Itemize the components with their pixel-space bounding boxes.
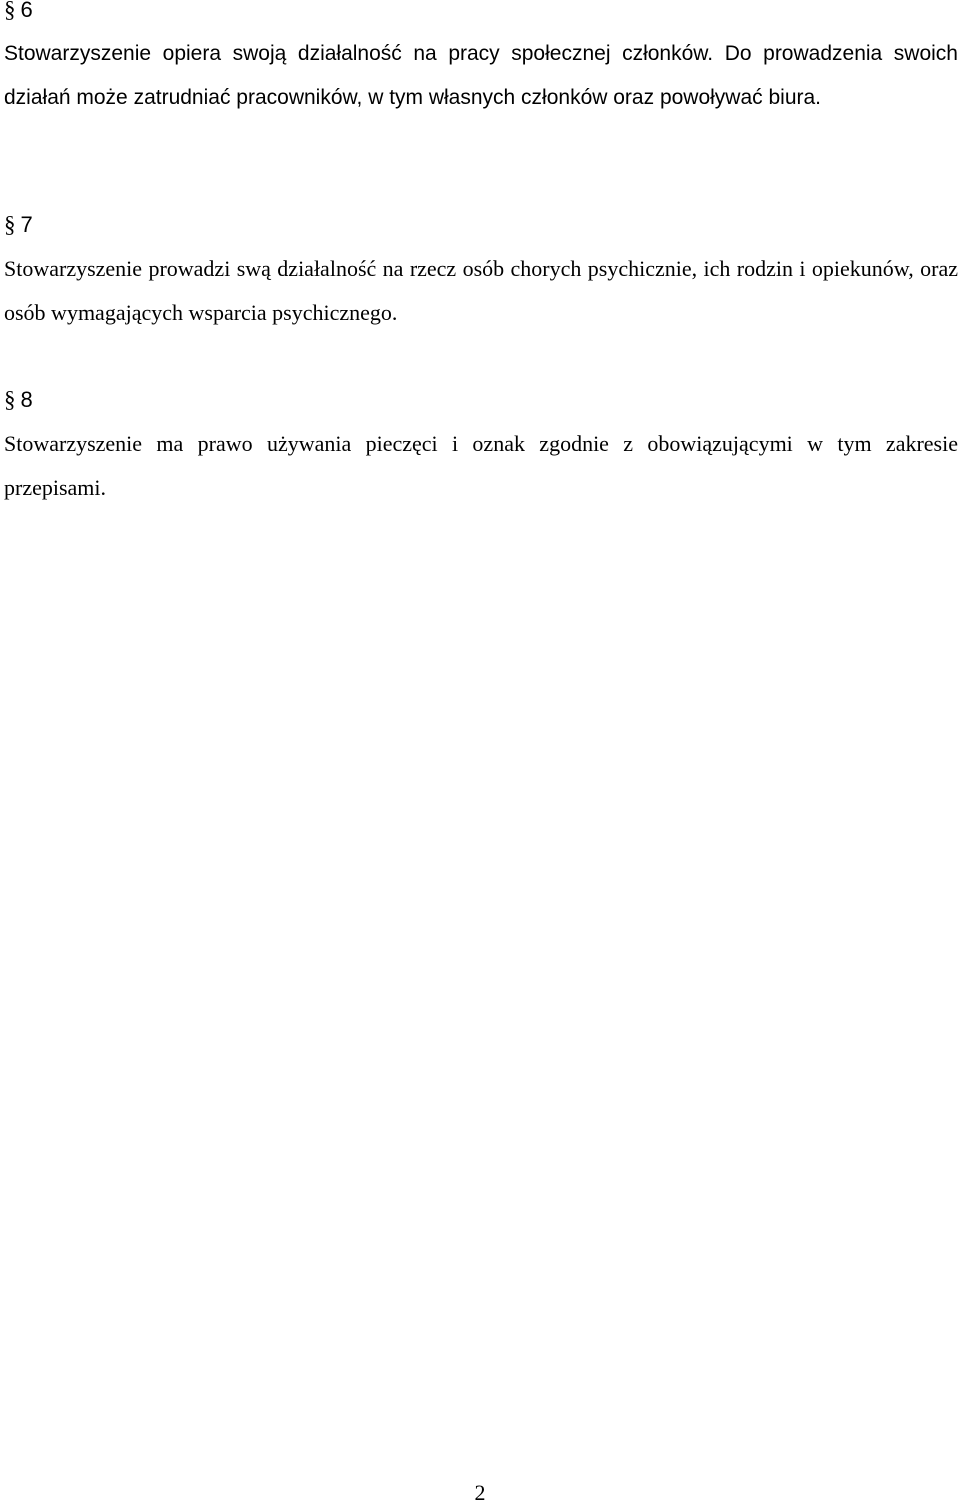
section-number: 6	[20, 0, 33, 22]
section-text: Stowarzyszenie ma prawo używania pieczęci i oznak zgodnie z obowiązującymi w tym zakresie przepisami.	[4, 431, 958, 500]
section-text: Stowarzyszenie opiera swoją działalność na pracy społecznej członków. Do prowadzenia swoich działań może zatrudniać pracowników, w tym własnych członków oraz powoływać biura.	[4, 42, 958, 109]
page-number: 2	[474, 1480, 486, 1505]
paragraph-sign: §	[4, 0, 16, 22]
section-number: 8	[20, 387, 33, 412]
section-text: Stowarzyszenie prowadzi swą działalność na rzecz osób chorych psychicznie, ich rodzin i opiekunów, oraz osób wymagających wsparcia psychicznego.	[4, 256, 958, 325]
section-6	[4, 0, 958, 120]
section-heading	[4, 0, 958, 30]
section-heading	[4, 380, 958, 420]
paragraph-sign: §	[4, 387, 16, 412]
section-7	[4, 205, 958, 335]
section-heading	[4, 205, 958, 245]
paragraph-sign: §	[4, 212, 16, 237]
section-8	[4, 380, 958, 510]
section-number: 7	[20, 212, 33, 237]
